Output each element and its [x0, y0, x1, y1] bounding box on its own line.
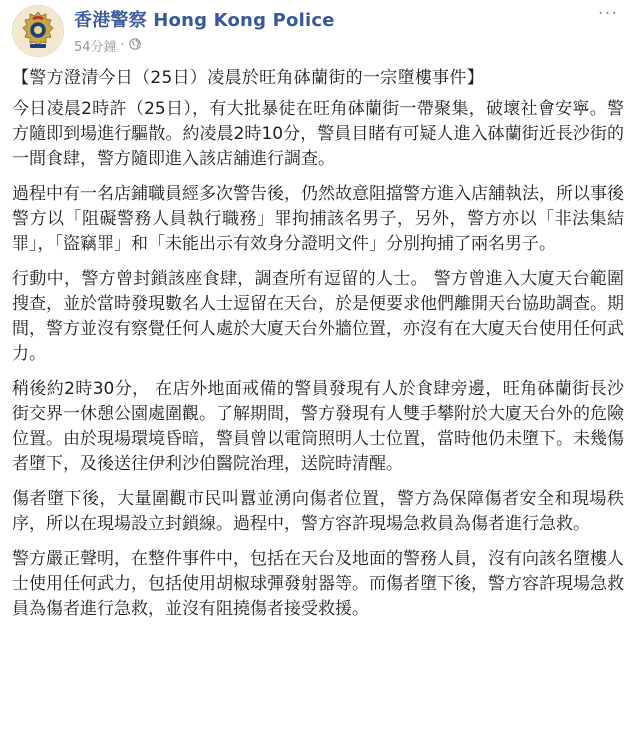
- post-paragraph: 今日凌晨2時許（25日），有大批暴徒在旺角砵蘭街一帶聚集，破壞社會安寧。警方隨即到場進行驅散。約凌晨2時10分，警員目睹有可疑人進入砵蘭街近長沙街的一間食肆，警方隨即進入該店舖進行調查。: [12, 99, 624, 169]
- post-title: 【警方澄清今日（25日）凌晨於旺角砵蘭街的一宗墮樓事件】: [12, 68, 485, 88]
- post-paragraph: 過程中有一名店鋪職員經多次警告後，仍然故意阻擋警方進入店舖執法，所以事後警方以「阻礙警務人員執行職務」罪拘捕該名男子，另外，警方亦以「非法集結罪」，「盜竊罪」和「未能出示有效身分證明文件」分別拘捕了兩名男子。: [12, 184, 624, 254]
- post-timestamp[interactable]: 54分鐘: [74, 40, 117, 55]
- meta-separator: ·: [120, 38, 125, 53]
- post-paragraph: 行動中，警方曾封鎖該座食肆，調查所有逗留的人士。 警方曾進入大廈天台範圍搜查，並於當時發現數名人士逗留在天台，於是便要求他們離開天台協助調查。期間，警方並沒有察覺任何人處於大廈天台外牆位置，亦沒有在大廈天台使用任何武力。: [12, 269, 624, 364]
- post-paragraph: 警方嚴正聲明，在整件事件中，包括在天台及地面的警務人員，沒有向該名墮樓人士使用任何武力，包括使用胡椒球彈發射器等。而傷者墮下後，警方容許現場急救員為傷者進行急救，並沒有阻撓傷者接受救援。: [12, 549, 624, 619]
- post-body: [12, 66, 624, 632]
- police-crest-icon[interactable]: [12, 5, 64, 57]
- post-header: [10, 2, 623, 62]
- post-paragraph: 稍後約2時30分， 在店外地面戒備的警員發現有人於食肆旁邊，旺角砵蘭街長沙街交界一休憩公園處圍觀。了解期間，警方發現有人雙手攀附於大廈天台外的危險位置。由於現場環境昏暗，警員曾以電筒照明人士位置，當時他仍未墮下。未幾傷者墮下，及後送往伊利沙伯醫院治理，送院時清醒。: [12, 379, 624, 474]
- post-paragraph: 傷者墮下後，大量圍觀市民叫囂並湧向傷者位置，警方為保障傷者安全和現場秩序，所以在現場設立封鎖線。過程中，警方容許現場急救員為傷者進行急救。: [12, 489, 624, 534]
- more-options-icon[interactable]: ···: [597, 3, 619, 24]
- page-name-link[interactable]: 香港警察 Hong Kong Police: [74, 10, 335, 31]
- globe-icon[interactable]: [129, 38, 141, 54]
- post-meta: [74, 36, 141, 55]
